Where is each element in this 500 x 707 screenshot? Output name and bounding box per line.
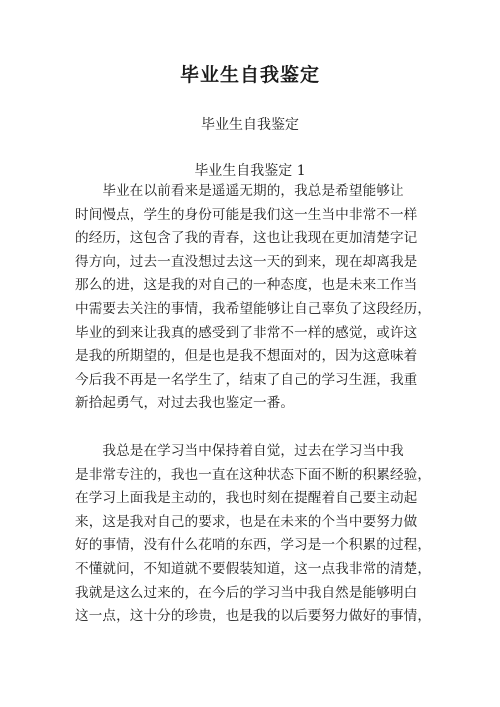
paragraph-line: 今后我不再是一名学生了，结束了自己的学习生涯，我重 bbox=[75, 371, 418, 388]
paragraph-line: 新拾起勇气，对过去我也鉴定一番。 bbox=[75, 395, 295, 412]
paragraph-line: 我就是这么过来的，在今后的学习当中我自然是能够明白 bbox=[75, 584, 418, 601]
paragraph-line: 不懂就问，不知道就不要假装知道，这一点我非常的清楚， bbox=[75, 560, 432, 577]
paragraph-line: 毕业的到来让我真的感受到了非常不一样的感觉，或许这 bbox=[75, 324, 418, 341]
paragraph-line: 得方向，过去一直没想过去这一天的到来，现在却离我是 bbox=[75, 253, 418, 270]
document-title: 毕业生自我鉴定 bbox=[179, 64, 320, 86]
paragraph-line: 是我的所期望的，但是也是我不想面对的，因为这意味着 bbox=[75, 348, 418, 365]
paragraph-line: 来，这是我对自己的要求，也是在未来的个当中要努力做 bbox=[75, 513, 418, 530]
paragraph-line: 毕业在以前看来是遥遥无期的，我总是希望能够让 bbox=[75, 183, 404, 199]
paragraph-line: 的经历，这包含了我的青春，这也让我现在更加清楚字记 bbox=[75, 230, 418, 247]
paragraph-line: 时间慢点，学生的身份可能是我们这一生当中非常不一样 bbox=[75, 206, 418, 223]
document-subtitle: 毕业生自我鉴定 bbox=[201, 117, 299, 133]
section-heading: 毕业生自我鉴定 1 bbox=[194, 163, 306, 179]
paragraph-line: 在学习上面我是主动的，我也时刻在提醒着自己要主动起 bbox=[75, 490, 418, 507]
paragraph-2 bbox=[75, 440, 432, 629]
paragraph-line: 这一点，这十分的珍贵，也是我的以后要努力做好的事情， bbox=[75, 608, 432, 625]
paragraph-line: 中需要去关注的事情，我希望能够让自己辜负了这段经历， bbox=[75, 300, 432, 317]
paragraph-line: 我总是在学习当中保持着自觉，过去在学习当中我 bbox=[75, 443, 404, 459]
paragraph-line: 好的事情，没有什么花哨的东西，学习是一个积累的过程， bbox=[75, 537, 432, 554]
paragraph-1 bbox=[75, 180, 432, 416]
paragraph-line: 是非常专注的，我也一直在这种状态下面不断的积累经验， bbox=[75, 466, 432, 483]
paragraph-line: 那么的进，这是我的对自己的一种态度，也是未来工作当 bbox=[75, 277, 418, 294]
